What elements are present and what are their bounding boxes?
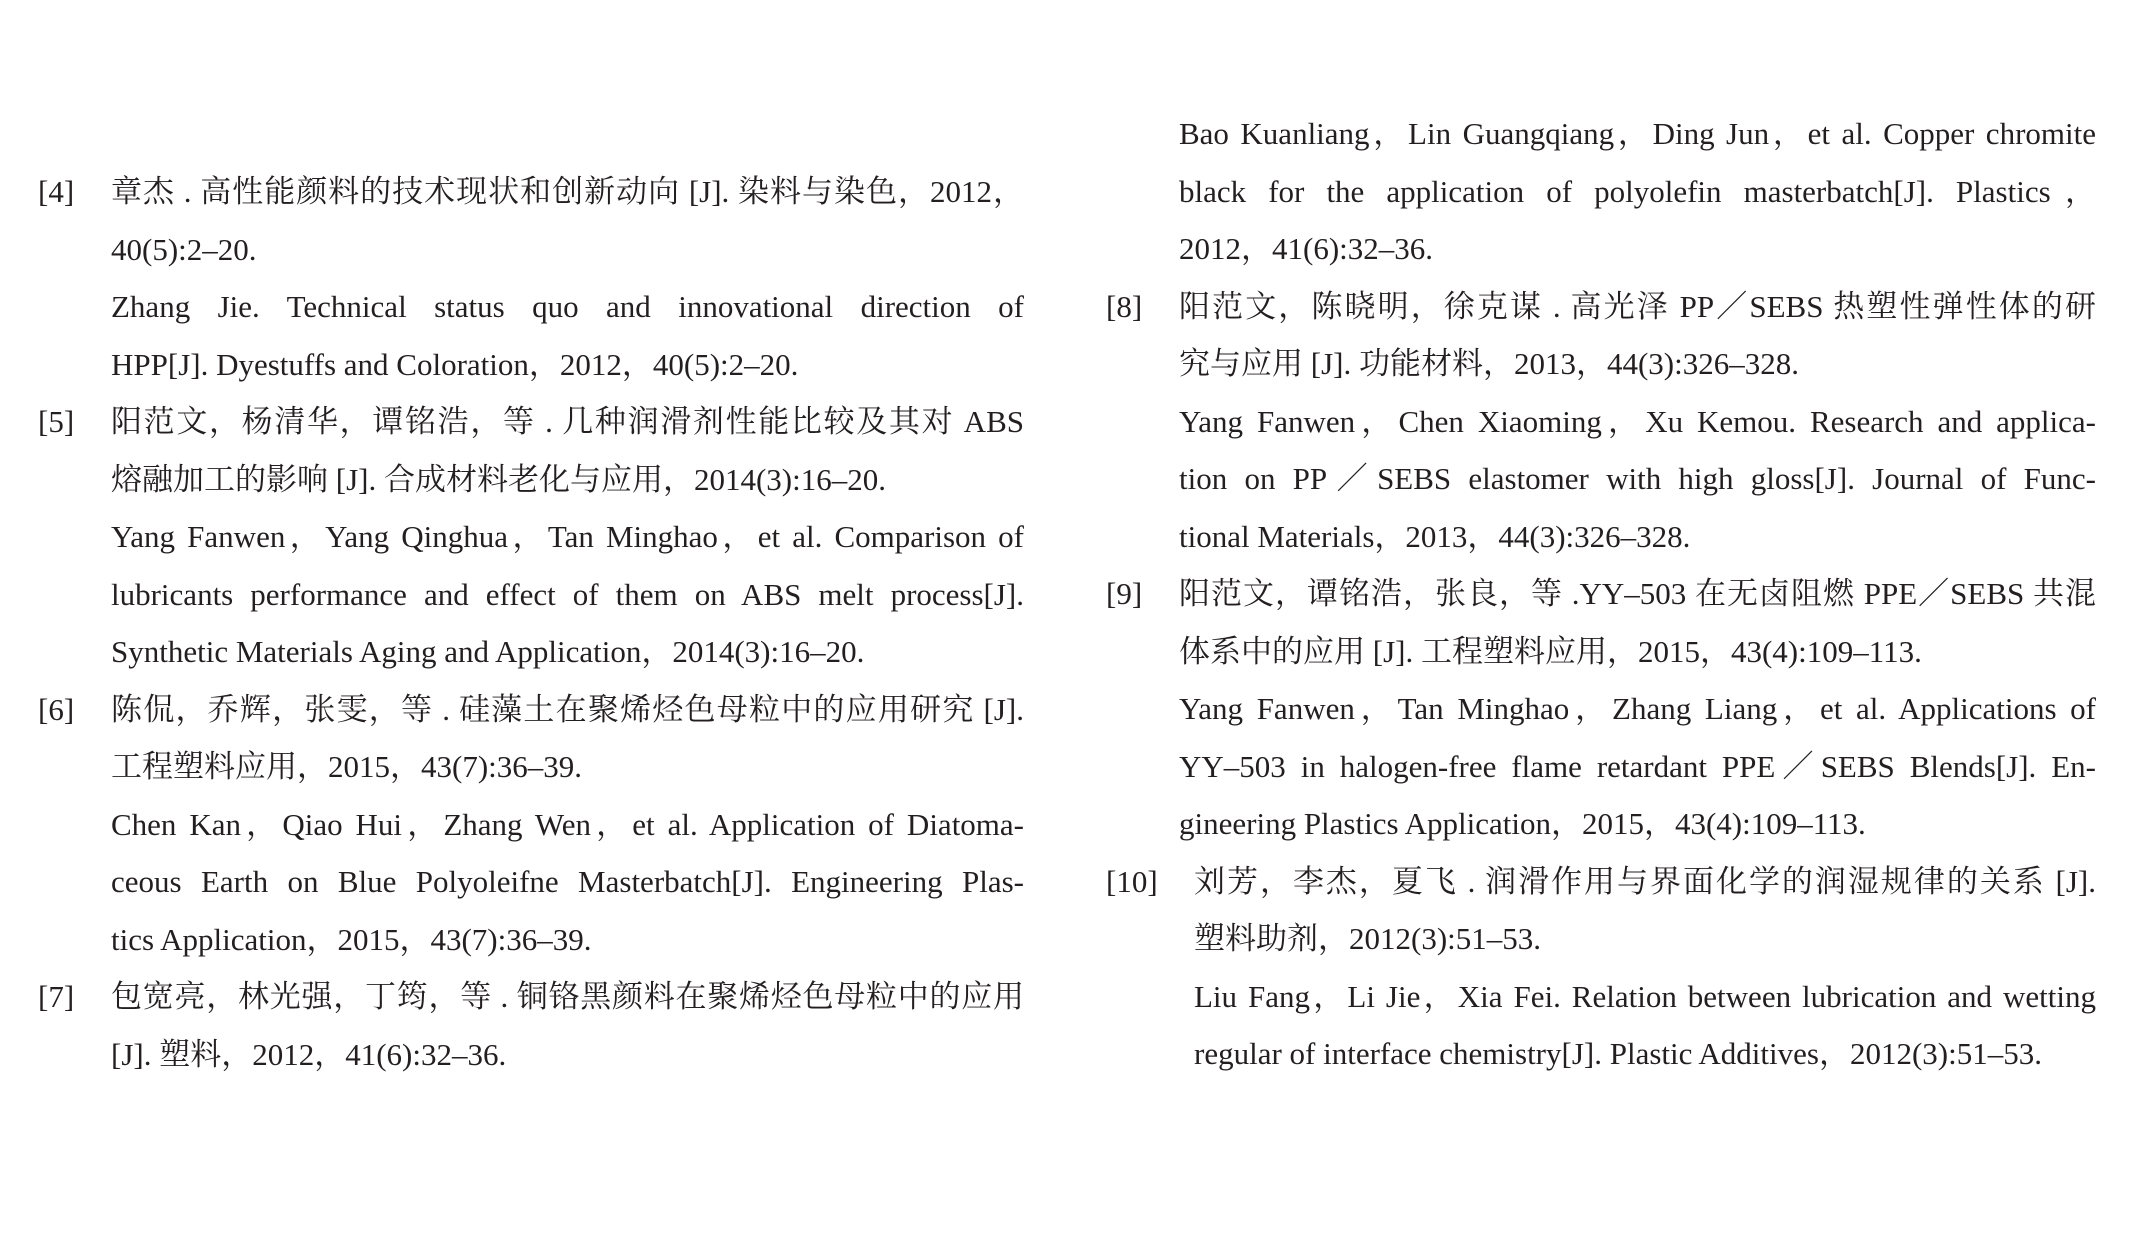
reference-line: Zhang Jie. Technical status quo and innovational direction of bbox=[111, 289, 1024, 324]
references-right-column bbox=[1106, 105, 2096, 1083]
reference-line: tion on PP／SEBS elastomer with high gloss[J]. Journal of Func- bbox=[1179, 461, 2096, 496]
reference-line: [J]. 塑料，2012，41(6):32–36. bbox=[111, 1036, 507, 1072]
reference-body bbox=[1194, 853, 2096, 1083]
reference-line: HPP[J]. Dyestuffs and Coloration，2012，40(5):2–20. bbox=[111, 346, 799, 382]
reference-body bbox=[1179, 278, 2096, 566]
reference-line: lubricants performance and effect of them on ABS melt process[J]. bbox=[111, 576, 1024, 612]
reference-line: Yang Fanwen，Chen Xiaoming，Xu Kemou. Research and applica- bbox=[1179, 403, 2096, 439]
reference-line: 陈侃，乔辉，张雯，等 . 硅藻土在聚烯烃色母粒中的应用研究 [J]. bbox=[111, 691, 1024, 727]
reference-line: regular of interface chemistry[J]. Plastic Additives，2012(3):51–53. bbox=[1194, 1036, 2042, 1071]
reference-line: 阳范文，陈晓明，徐克谋 . 高光泽 PP／SEBS 热塑性弹性体的研 bbox=[1179, 288, 2096, 324]
reference-line: 工程塑料应用，2015，43(7):36–39. bbox=[111, 749, 583, 784]
reference-number: [5] bbox=[38, 404, 75, 439]
reference-body bbox=[1179, 105, 2096, 278]
reference-number: [8] bbox=[1106, 288, 1143, 324]
reference-number: [6] bbox=[38, 691, 75, 727]
reference-5 bbox=[38, 393, 1024, 681]
reference-line: tics Application，2015，43(7):36–39. bbox=[111, 921, 592, 957]
reference-8 bbox=[1106, 278, 2096, 566]
reference-line: tional Materials，2013，44(3):326–328. bbox=[1179, 518, 1691, 554]
reference-9 bbox=[1106, 565, 2096, 853]
reference-line: Liu Fang，Li Jie，Xia Fei. Relation between lubrication and wetting bbox=[1194, 978, 2096, 1014]
reference-line: 40(5):2–20. bbox=[111, 231, 257, 267]
reference-line: 熔融加工的影响 [J]. 合成材料老化与应用，2014(3):16–20. bbox=[111, 461, 886, 497]
reference-7 bbox=[38, 968, 1024, 1083]
reference-line: Bao Kuanliang，Lin Guangqiang，Ding Jun，et al. Copper chromite bbox=[1179, 116, 2096, 151]
reference-line: Yang Fanwen，Yang Qinghua，Tan Minghao，et al. Comparison of bbox=[111, 519, 1024, 554]
reference-line: 究与应用 [J]. 功能材料，2013，44(3):326–328. bbox=[1179, 346, 1799, 381]
reference-line: Synthetic Materials Aging and Application，2014(3):16–20. bbox=[111, 634, 865, 669]
references-left-column bbox=[38, 163, 1024, 1083]
reference-number: [9] bbox=[1106, 576, 1143, 611]
reference-line: 2012，41(6):32–36. bbox=[1179, 231, 1434, 266]
reference-body bbox=[111, 393, 1024, 681]
reference-line: black for the application of polyolefin masterbatch[J]. Plastics， bbox=[1179, 173, 2096, 209]
reference-line: 塑料助剂，2012(3):51–53. bbox=[1194, 921, 1542, 956]
reference-body bbox=[111, 968, 1024, 1083]
reference-line: 阳范文，杨清华，谭铭浩，等 . 几种润滑剂性能比较及其对 ABS bbox=[111, 404, 1024, 439]
reference-7-continued bbox=[1106, 105, 2096, 278]
reference-10 bbox=[1106, 853, 2096, 1083]
reference-line: 包宽亮，林光强，丁筠，等 . 铜铬黑颜料在聚烯烃色母粒中的应用 bbox=[111, 979, 1024, 1014]
reference-line: 体系中的应用 [J]. 工程塑料应用，2015，43(4):109–113. bbox=[1179, 633, 1922, 669]
reference-body bbox=[1179, 565, 2096, 853]
reference-number: [4] bbox=[38, 174, 75, 209]
reference-body bbox=[111, 163, 1024, 393]
reference-number: [10] bbox=[1106, 863, 1158, 899]
reference-6 bbox=[38, 681, 1024, 969]
reference-line: 刘芳，李杰，夏飞 . 润滑作用与界面化学的润湿规律的关系 [J]. bbox=[1194, 863, 2096, 899]
reference-line: 章杰 . 高性能颜料的技术现状和创新动向 [J]. 染料与染色，2012， bbox=[111, 174, 1024, 209]
reference-line: Yang Fanwen，Tan Minghao，Zhang Liang，et al. Applications of bbox=[1179, 691, 2096, 726]
reference-line: gineering Plastics Application，2015，43(4):109–113. bbox=[1179, 806, 1866, 841]
reference-number: [7] bbox=[38, 979, 75, 1014]
reference-line: 阳范文，谭铭浩，张良，等 .YY–503 在无卤阻燃 PPE／SEBS 共混 bbox=[1179, 576, 2096, 611]
reference-line: YY–503 in halogen-free flame retardant PPE／SEBS Blends[J]. En- bbox=[1179, 748, 2096, 784]
reference-line: Chen Kan，Qiao Hui，Zhang Wen，et al. Application of Diatoma- bbox=[111, 806, 1024, 842]
reference-body bbox=[111, 681, 1024, 969]
reference-line: ceous Earth on Blue Polyoleifne Masterbatch[J]. Engineering Plas- bbox=[111, 864, 1024, 899]
reference-4 bbox=[38, 163, 1024, 393]
